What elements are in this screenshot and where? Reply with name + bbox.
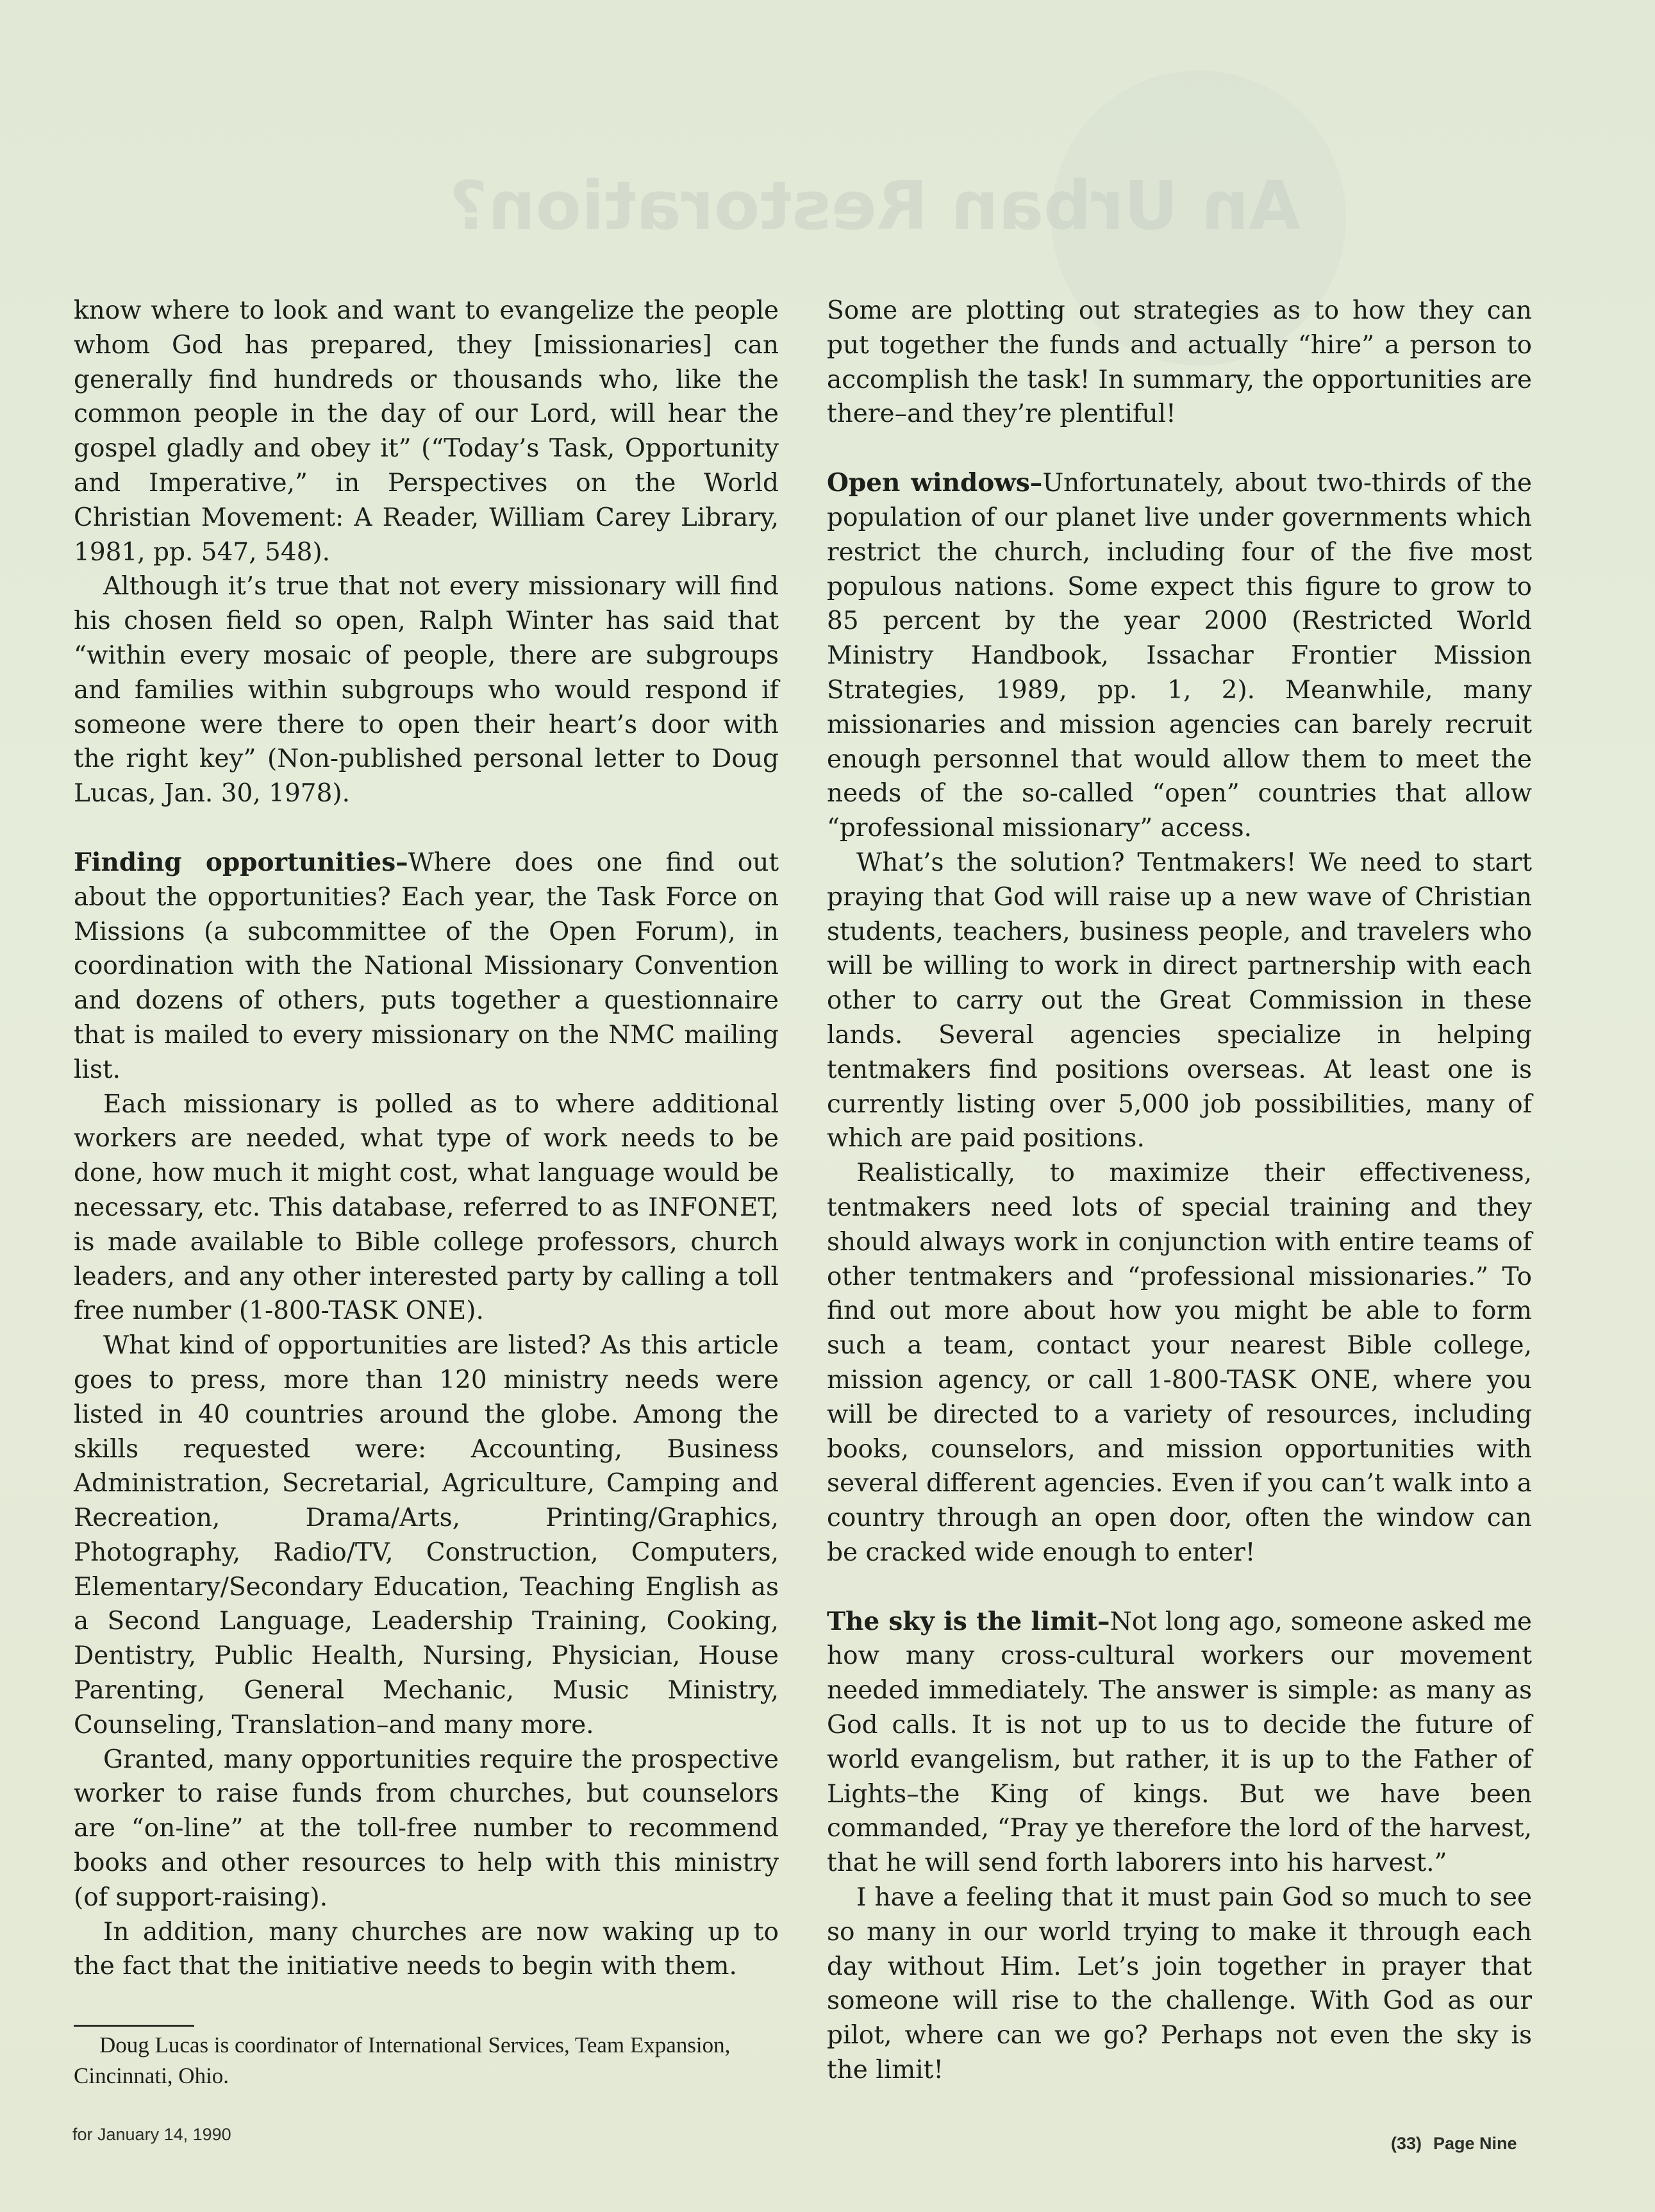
paragraph-text: In addition, many churches are now waking up to the fact that the initiative needs to begin with them. bbox=[74, 1917, 779, 1981]
paragraph-text: Where does one find out about the opportunities? Each year, the Task Force on Missions (a subcommittee of the Open Forum), in coordination with the National Missionary Convention and dozens of others, puts together a questionnaire that is mailed to every missionary on the NMC mailing list. bbox=[74, 848, 779, 1084]
page-number: (33) bbox=[1391, 2134, 1422, 2153]
paragraph-text: I have a feeling that it must pain God so much to see so many in our world trying to make it through each day without Him. Let’s join together in prayer that someone will rise to the challenge. With God as our pilot, where can we go? Perhaps not even the sky is the limit! bbox=[827, 1883, 1532, 2085]
section-heading: Finding opportunities– bbox=[74, 847, 408, 877]
paragraph bbox=[74, 1915, 779, 1984]
paragraph-text: Unfortunately, about two-thirds of the population of our planet live under governments which restrict the church, including four of the five most populous nations. Some expect this figure to grow to 85 percent by the year 2000 (Restricted World Ministry Handbook, Issachar Frontier Mission Strategies, 1989, pp. 1, 2). Meanwhile, many missionaries and mission agencies can barely recruit enough personnel that would allow them to meet the needs of the so-called “open” countries that allow “professional missionary” access. bbox=[827, 469, 1532, 843]
author-footnote: Doug Lucas is coordinator of International Services, Team Expansion, Cincinnati, Ohio. bbox=[74, 2032, 731, 2088]
paragraph-text: What kind of opportunities are listed? As this article goes to press, more than 120 ministry needs were listed in 40 countries around the globe. Among the skills requested were: Accounting, Business Administration, Secretarial, Agriculture, Camping and Recreation, Drama/Arts, Printing/Graphics, Photography, Radio/TV, Construction, Computers, Elementary/Secondary Education, Teaching English as a Second Language, Leadership Training, Cooking, Dentistry, Public Health, Nursing, Physician, House Parenting, General Mechanic, Music Ministry, Counseling, Translation–and many more. bbox=[74, 1331, 779, 1739]
paragraph bbox=[74, 846, 779, 1087]
left-column bbox=[74, 294, 779, 1984]
paragraph bbox=[74, 294, 779, 569]
paragraph-text: know where to look and want to evangelize the people whom God has prepared, they [missionaries] can generally find hundreds or thousands who, like the common people in the day of our Lord, will hear the gospel gladly and obey it” (“Today’s Task, Opportunity and Imperative,” in Perspectives on the World Christian Movement: A Reader, William Carey Library, 1981, pp. 547, 548). bbox=[74, 296, 779, 567]
paragraph bbox=[74, 1328, 779, 1743]
paragraph-text: What’s the solution? Tentmakers! We need to start praying that God will raise up a new wave of Christian students, teachers, business people, and travelers who will be willing to work in direct partnership with each other to carry out the Great Commission in these lands. Several agencies specialize in helping tentmakers find positions overseas. At least one is currently listing over 5,000 job possibilities, many of which are paid positions. bbox=[827, 848, 1532, 1153]
paragraph-text: Realistically, to maximize their effectiveness, tentmakers need lots of special training and they should always work in conjunction with entire teams of other tentmakers and “professional missionaries.” To find out more about how you might be able to form such a team, contact your nearest Bible college, mission agency, or call 1-800-TASK ONE, where you will be directed to a variety of resources, including books, counselors, and mission opportunities with several different agencies. Even if you can’t walk into a country through an open door, often the window can be cracked wide enough to enter! bbox=[827, 1159, 1532, 1567]
paragraph-text: Granted, many opportunities require the prospective worker to raise funds from churches, but counselors are “on-line” at the toll-free number to recommend books and other resources to help with this ministry (of support-raising). bbox=[74, 1745, 779, 1912]
section-heading: Open windows– bbox=[827, 468, 1043, 498]
paragraph bbox=[827, 466, 1532, 846]
paragraph bbox=[74, 569, 779, 811]
page-label: Page Nine bbox=[1433, 2134, 1517, 2153]
issue-date: for January 14, 1990 bbox=[72, 2125, 231, 2144]
paragraph-text: Not long ago, someone asked me how many cross-cultural workers our movement needed immediately. The answer is simple: as many as God calls. It is not up to us to decide the future of world evangelism, but rather, it is up to the Father of Lights–the King of kings. But we have been commanded, “Pray ye therefore the lord of the harvest, that he will send forth laborers into his harvest.” bbox=[827, 1607, 1532, 1878]
paragraph bbox=[827, 1881, 1532, 2088]
paragraph-text: Each missionary is polled as to where additional workers are needed, what type of work needs to be done, how much it might cost, what language would be necessary, etc. This database, referred to as INFONET, is made available to Bible college professors, church leaders, and any other interested party by calling a toll free number (1-800-TASK ONE). bbox=[74, 1089, 779, 1326]
paragraph bbox=[827, 1156, 1532, 1570]
paragraph bbox=[74, 1087, 779, 1329]
show-through-title: An Urban Restoration? bbox=[449, 167, 1301, 245]
right-column bbox=[827, 294, 1532, 2088]
page-folio bbox=[1391, 2134, 1529, 2154]
paragraph bbox=[827, 294, 1532, 432]
paragraph bbox=[74, 1743, 779, 1915]
section-heading: The sky is the limit– bbox=[827, 1606, 1110, 1636]
paragraph bbox=[827, 1605, 1532, 1881]
paragraph-text: Some are plotting out strategies as to how they can put together the funds and actually “hire” a person to accomplish the task! In summary, the opportunities are there–and they’re plentiful! bbox=[827, 296, 1532, 429]
paragraph bbox=[827, 846, 1532, 1156]
paragraph-text: Although it’s true that not every missionary will find his chosen field so open, Ralph Winter has said that “within every mosaic of people, there are subgroups and families within subgroups who would respond if someone were there to open their heart’s door with the right key” (Non-published personal letter to Doug Lucas, Jan. 30, 1978). bbox=[74, 572, 779, 809]
